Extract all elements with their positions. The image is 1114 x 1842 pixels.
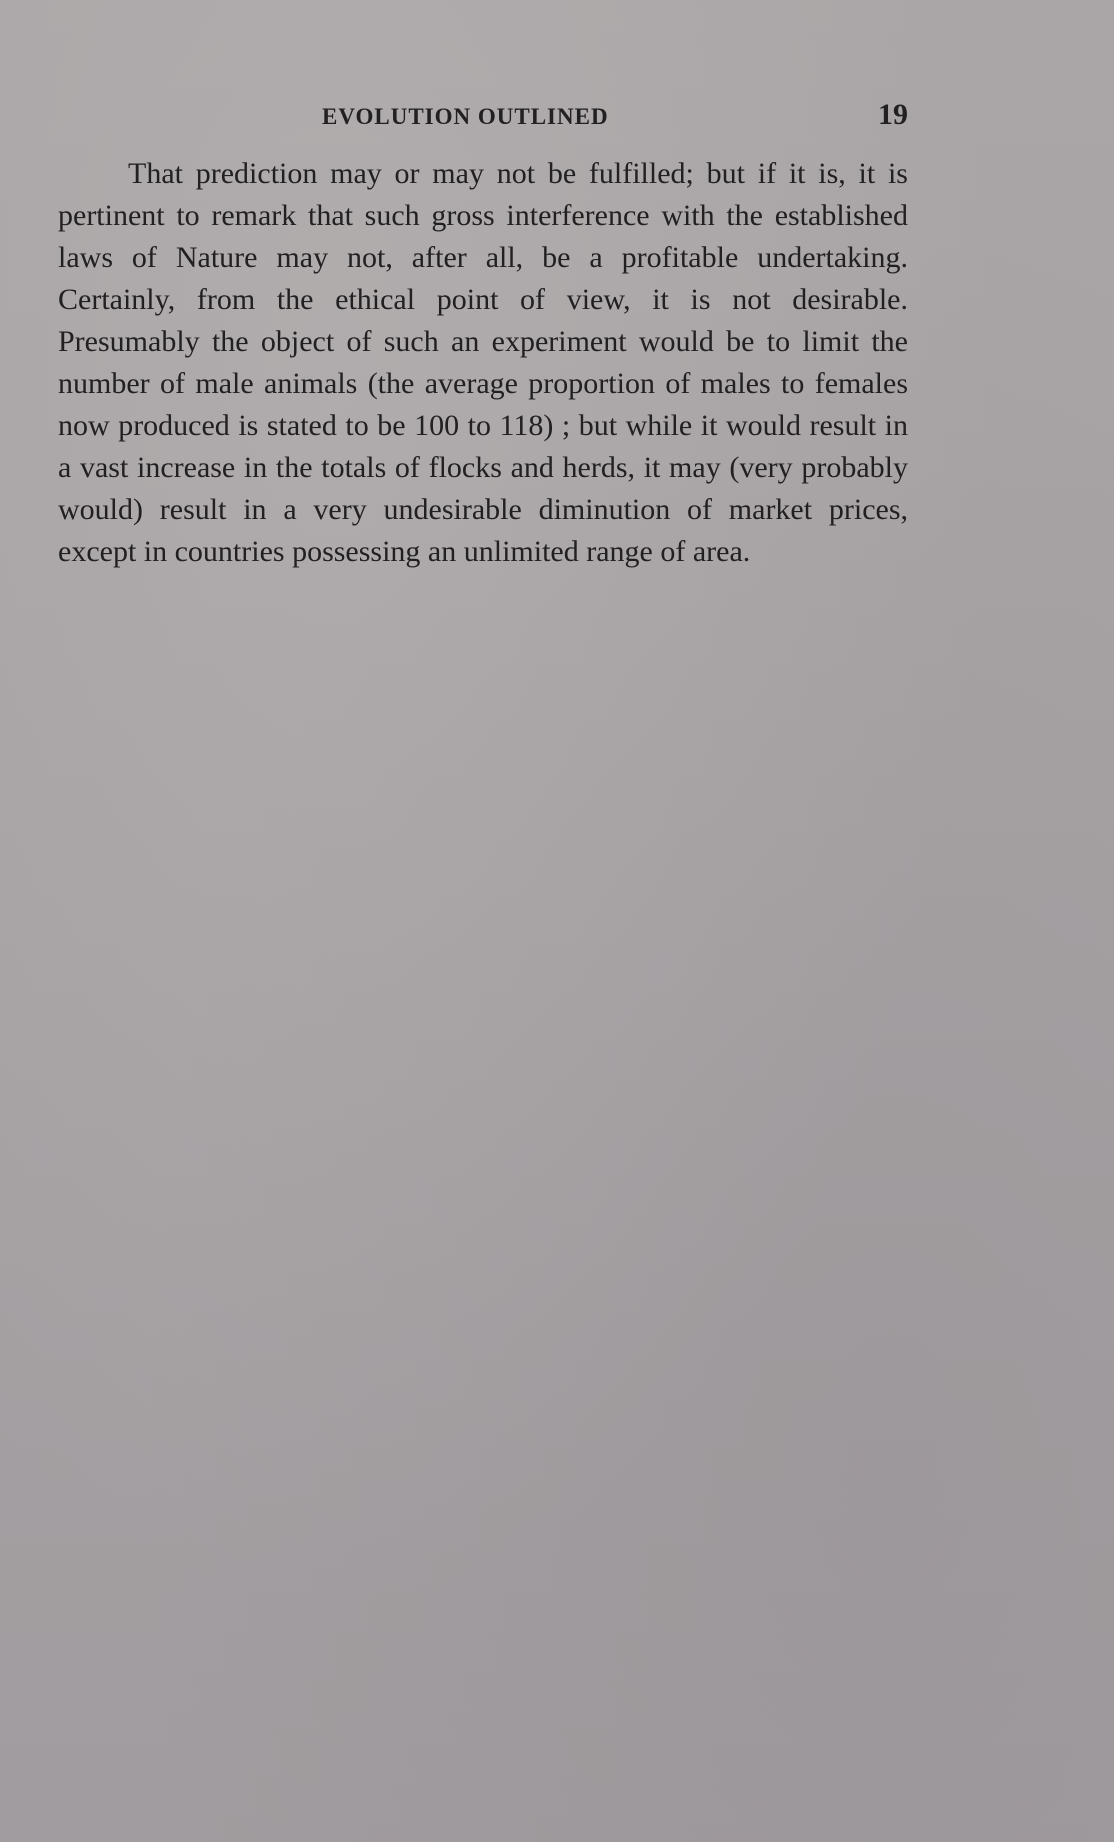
body-paragraph: That prediction may or may not be fulfilled; but if it is, it is pertinent to remark that such gross interference with the established laws of Nature may not, after all, be a profitable undertaking. Certainly, from the ethical point of view, it is not desirable. Presumably the object of such an experiment would be to limit the number of male animals (the average proportion of males to females now produced is stated to be 100 to 118) ; but while it would result in a vast increase in the totals of flocks and herds, it may (very probably would) result in a very undesirable diminution of market prices, except in countries possessing an unlimited range of area. [58, 157, 908, 568]
running-head [58, 98, 908, 138]
page-number: 19 [878, 98, 908, 131]
running-title: EVOLUTION OUTLINED [322, 104, 609, 129]
